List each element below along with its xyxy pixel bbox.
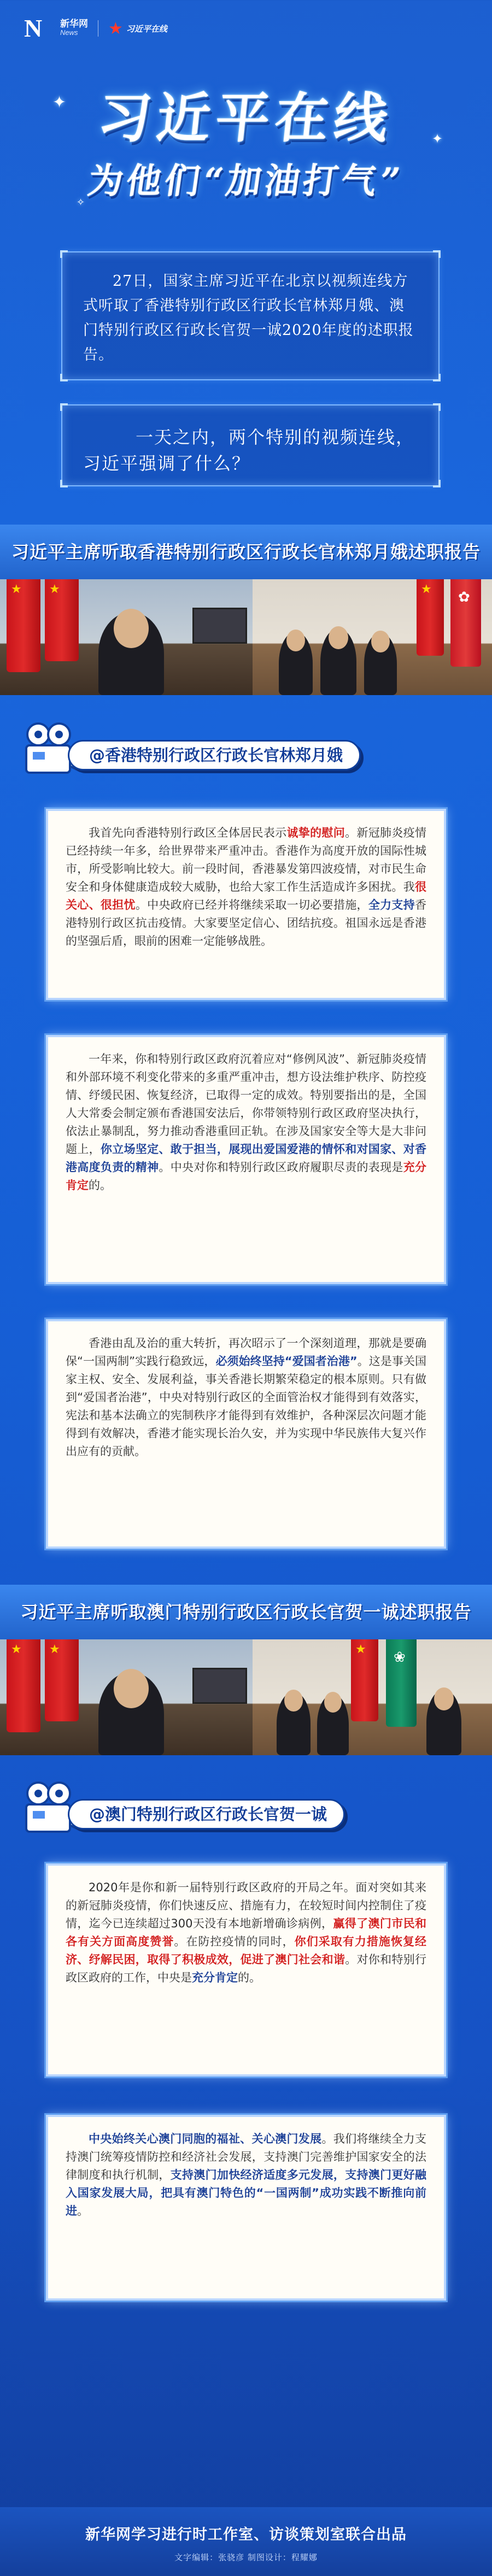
sparkle-icon: ✦ — [432, 131, 443, 146]
content-card — [46, 809, 446, 1000]
person-figure — [98, 612, 164, 695]
emphasis-text: 你立场坚定、敢于担当，展现出爱国爱港的情怀和对国家、对香港高度负责的精神 — [66, 1143, 427, 1174]
body-text: 。 — [77, 2204, 89, 2218]
heading-mo-label: @澳门特别行政区行政长官贺一诚 — [68, 1799, 345, 1830]
china-flag-icon — [351, 1639, 378, 1721]
body-text: 。新冠肺炎疫情已经持续一年多，给世界带来严重冲击。香港作为高度开放的国际性城市，所受影响比较大。前一段时间，香港暴发第四波疫情，对市民生命安全和身体健康造成较大威胁，也给大家工作生活造成许多困扰。我 — [66, 826, 427, 893]
china-flag-icon — [417, 579, 444, 656]
body-text: 香港特别行政区抗击疫情。大家要坚定信心、团结抗疫。祖国永远是香港的坚强后盾，眼前的困难一定能够战胜。 — [66, 898, 427, 948]
person-figure — [317, 1694, 349, 1755]
emphasis-text: 支持澳门加快经济适度多元发展，支持澳门更好融入国家发展大局，把具有澳门特色的“一国两制”成功实践不断推向前进 — [66, 2168, 427, 2218]
person-figure — [364, 633, 397, 695]
page-title: 习近平在线 — [95, 87, 397, 150]
emphasis-text: 诚挚的慰问 — [286, 826, 345, 839]
photo-macau — [253, 1639, 492, 1755]
mo-paragraph-1 — [66, 1879, 426, 1987]
body-text: 。中央政府已经并将继续采取一切必要措施， — [135, 898, 368, 911]
china-flag-icon — [7, 579, 40, 672]
content-card — [46, 1035, 446, 1284]
footer — [0, 2507, 492, 2576]
body-text: 。在防控疫情的同时， — [174, 1935, 295, 1948]
photo-row-mo — [0, 1639, 492, 1755]
macau-flag-icon — [386, 1639, 417, 1727]
intro-box-summary — [61, 251, 440, 380]
footer-editors: 文字编辑：张骁彦 制图设计：程耀娜 — [174, 2553, 318, 2562]
person-figure — [279, 632, 313, 695]
emphasis-text: 赢得了澳门市民和各有关方面高度赞誉 — [66, 1917, 426, 1948]
star-icon: ★ — [108, 19, 123, 38]
heading-hk-label: @香港特别行政区行政长官林郑月娥 — [68, 740, 361, 771]
intro-summary-text: 27日，国家主席习近平在北京以视频连线方式听取了香港特别行政区行政长官林郑月娥、澳门特别行政区行政长官贺一诚2020年度的述职报告。 — [83, 273, 414, 363]
hongkong-flag-icon — [450, 579, 481, 667]
photo-hongkong — [253, 579, 492, 695]
mo-paragraph-2 — [66, 2130, 426, 2220]
logo-bar — [24, 15, 167, 42]
section-banner-hk: 习近平主席听取香港特别行政区行政长官林郑月娥述职报告 — [0, 525, 492, 579]
emphasis-text: 全力支持 — [368, 898, 415, 911]
logo-line-2: News — [60, 28, 78, 37]
photo-beijing-mo — [0, 1639, 253, 1755]
emphasis-text: 充分肯定 — [66, 1161, 427, 1192]
china-flag-icon — [45, 1639, 79, 1721]
person-figure — [98, 1672, 164, 1755]
body-text: 。我们将继续全力支持澳门统筹疫情防控和经济社会发展，支持澳门完善维护国家安全的法律制度和执行机制， — [66, 2132, 427, 2181]
section-banner-mo: 习近平主席听取澳门特别行政区行政长官贺一诚述职报告 — [0, 1585, 492, 1639]
intro-box-question — [61, 404, 440, 486]
china-flag-icon — [7, 1639, 40, 1732]
intro-question-text: 一天之内，两个特别的视频连线，习近平强调了什么？ — [83, 427, 415, 474]
emphasis-text: 充分肯定 — [192, 1971, 238, 1984]
video-screen-icon — [192, 1668, 247, 1704]
sparkle-icon: ✦ — [52, 93, 67, 112]
emphasis-text: 很关心、很担忧 — [66, 880, 426, 911]
partner-logo-text: 习近平在线 — [126, 24, 167, 34]
body-text: 的。 — [238, 1971, 261, 1984]
body-text: 一年来，你和特别行政区政府沉着应对“修例风波”、新冠肺炎疫情和外部环境不利变化带来的多重严重冲击，想方设法维护秩序、防控疫情、纾缓民困、恢复经济，已取得一定的成效。特别要指出的是，全国人大常委会制定颁布香港国安法后，你带领特别行政区政府坚决执行，依法止暴制乱，努力推动香港重回正轨。在涉及国家安全等大是大非问题上， — [66, 1052, 426, 1156]
content-card — [46, 2115, 446, 2301]
body-text: 2020年是你和新一届特别行政区政府的开局之年。面对突如其来的新冠肺炎疫情，你们快速反应、措施有力，在较短时间内控制住了疫情，迄今已连续超过300天没有本地新增确诊病例， — [66, 1881, 426, 1930]
video-screen-icon — [192, 608, 247, 644]
emphasis-text: 你们采取有力措施恢复经济、纾解民困，取得了积极成效，促进了澳门社会和谐 — [66, 1935, 427, 1966]
hk-paragraph-1 — [66, 824, 426, 950]
heading-hk — [20, 720, 472, 786]
body-text: 。这是事关国家主权、安全、发展利益，事关香港长期繁荣稳定的根本原则。只有做到“爱国者治港”，中央对特别行政区的全面管治权才能得到有效落实，宪法和基本法确立的宪制秩序才能得到有效维护，各种深层次问题才能得到有效解决，香港才能实现长治久安，并为实现中华民族伟大复兴作出应有的贡献。 — [66, 1355, 426, 1458]
logo-line-1: 新华网 — [60, 19, 88, 29]
footer-credit: 新华网学习进行时工作室、访谈策划室联合出品 — [85, 2526, 407, 2543]
hk-paragraph-3 — [66, 1334, 426, 1461]
person-figure — [277, 1692, 311, 1755]
xinhua-logo-icon: N — [24, 14, 43, 42]
emphasis-text: 必须始终坚持“爱国者治港” — [215, 1355, 358, 1368]
body-text: 。中央对你和特别行政区政府履职尽责的表现是 — [159, 1161, 403, 1174]
hk-paragraph-2 — [66, 1050, 426, 1195]
heading-mo — [20, 1779, 472, 1845]
emphasis-text: 中央始终关心澳门同胞的福祉、关心澳门发展 — [89, 2132, 322, 2145]
person-figure — [320, 628, 356, 695]
photo-row-hk — [0, 579, 492, 695]
body-text: 的。 — [89, 1179, 112, 1192]
content-card — [46, 1319, 446, 1549]
body-text: 香港由乱及治的重大转折，再次昭示了一个深刻道理，那就是要确保“一国两制”实践行稳致远， — [66, 1337, 426, 1368]
sparkle-icon: ✧ — [77, 197, 85, 208]
china-flag-icon — [45, 579, 79, 661]
partner-logo — [108, 19, 167, 38]
page-subtitle: 为他们“加油打气” — [85, 161, 406, 202]
person-figure — [426, 1690, 461, 1755]
content-card — [46, 1863, 446, 2077]
photo-beijing-hk — [0, 579, 253, 695]
body-text: 我首先向香港特别行政区全体居民表示 — [89, 826, 287, 839]
body-text: 。对你和特别行政区政府的工作，中央是 — [66, 1953, 427, 1984]
xinhua-logo-text — [60, 20, 88, 37]
